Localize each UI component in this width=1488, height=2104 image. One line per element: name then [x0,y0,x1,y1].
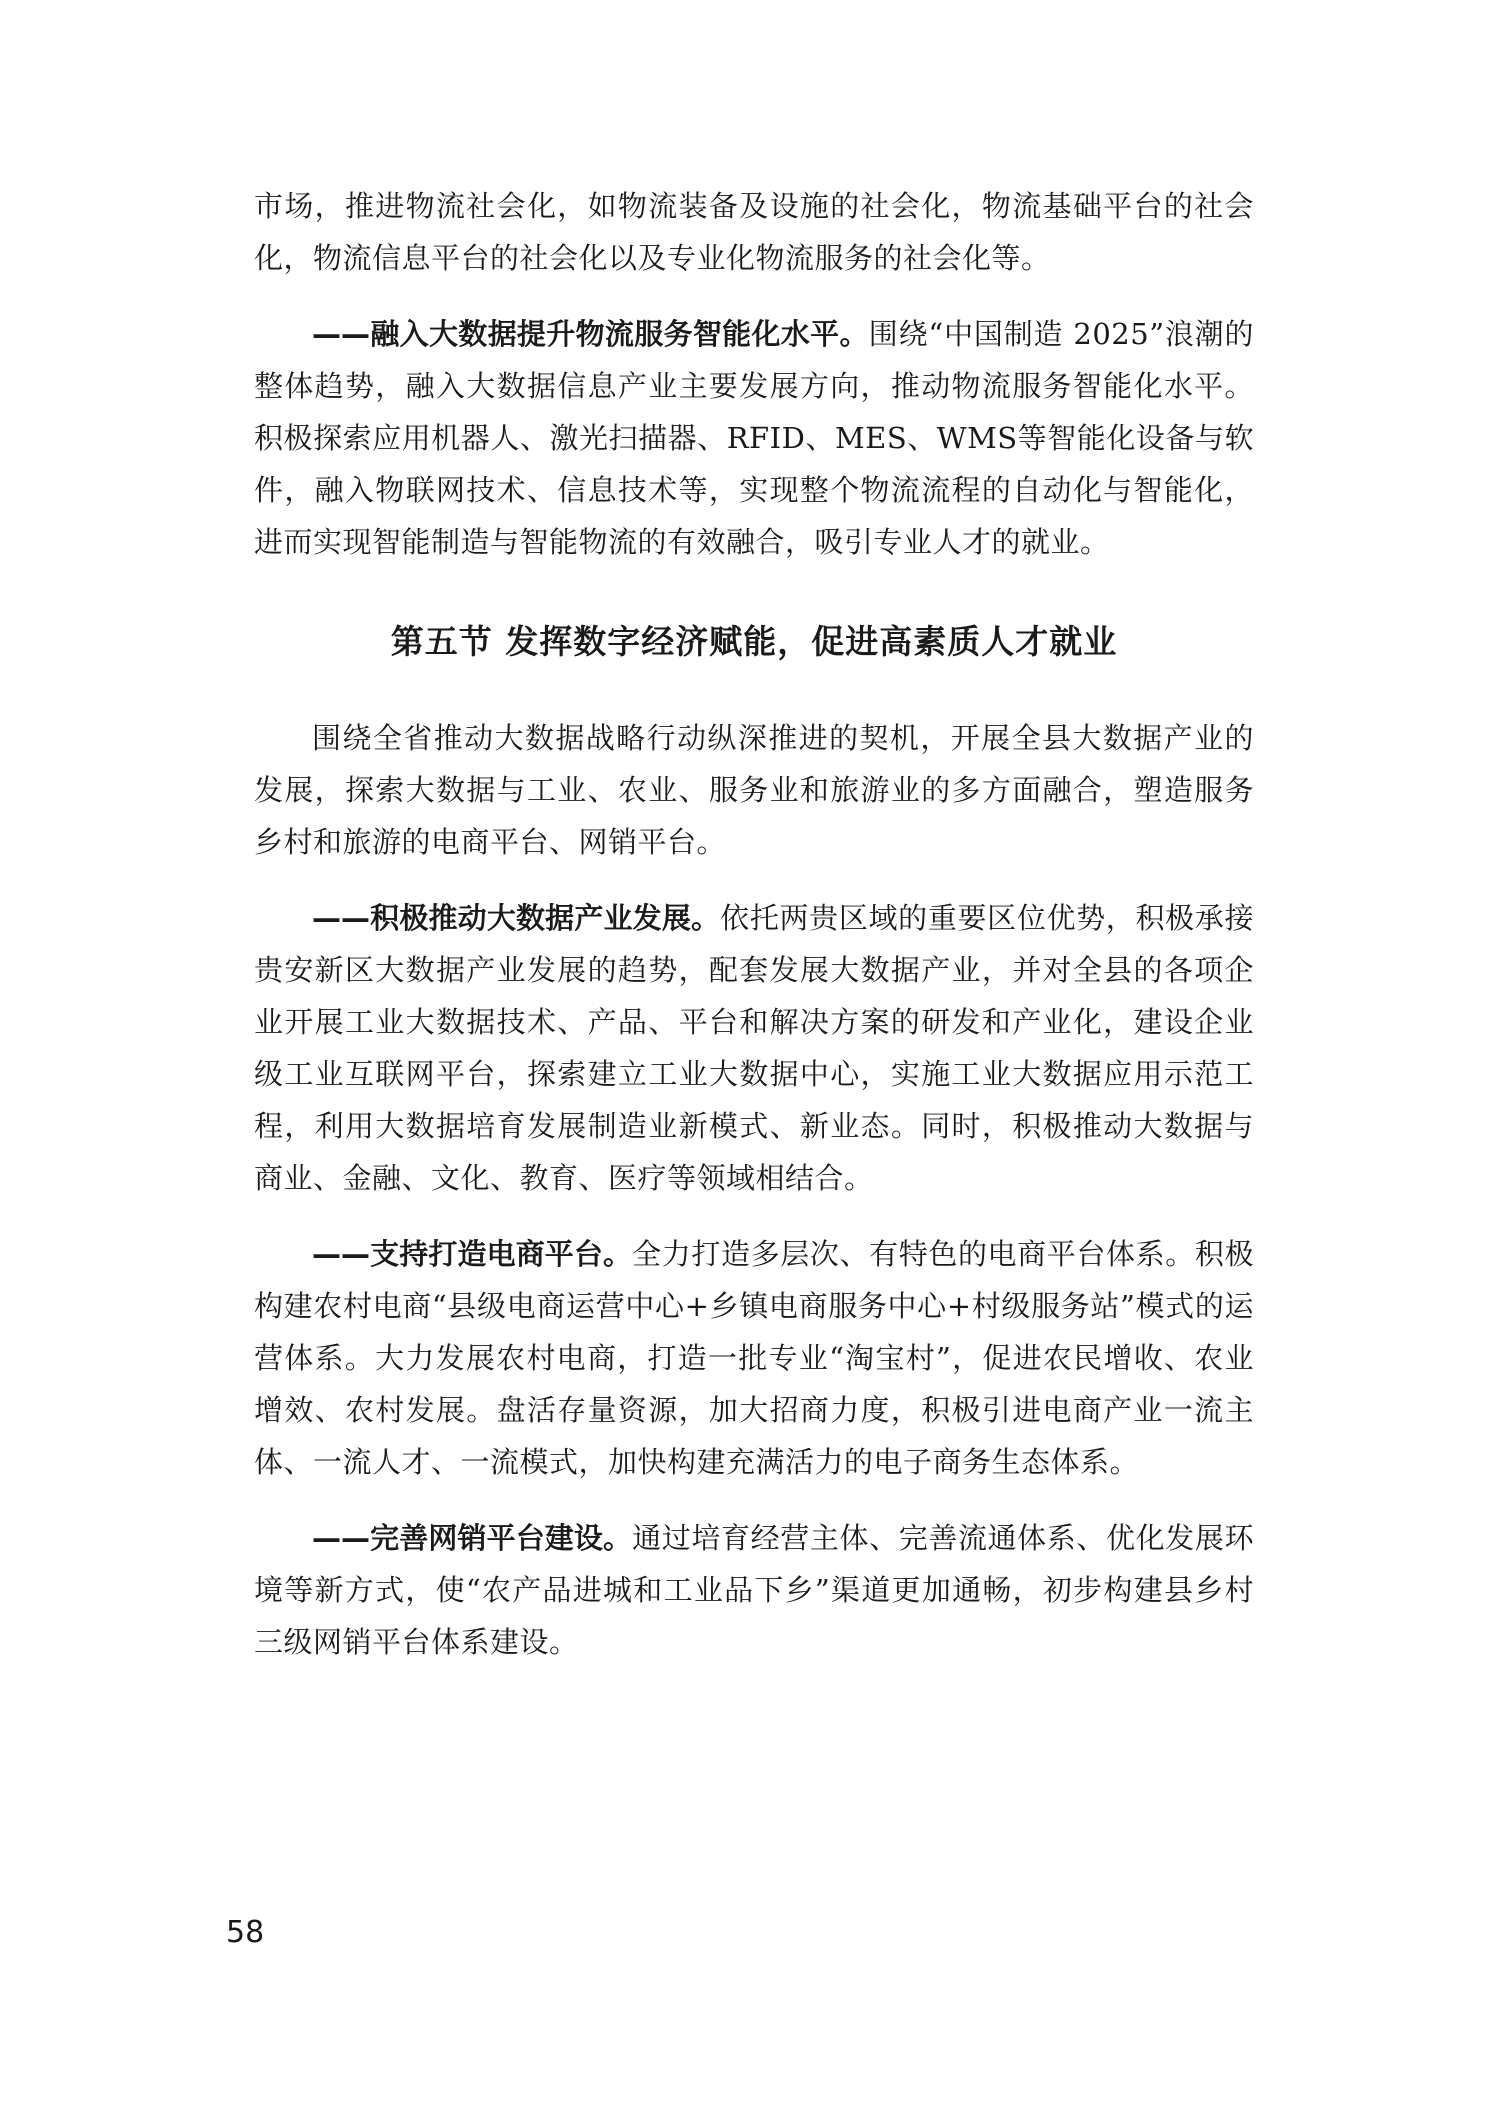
paragraph-ecommerce-platform [254,1228,1254,1488]
paragraph-text: 依托两贵区域的重要区位优势，积极承接贵安新区大数据产业发展的趋势，配套发展大数据产业，并对全县的各项企业开展工业大数据技术、产品、平台和解决方案的研发和产业化，建设企业级工业互联网平台，探索建立工业大数据中心，实施工业大数据应用示范工程，利用大数据培育发展制造业新模式、新业态。同时，积极推动大数据与商业、金融、文化、教育、医疗等领域相结合。 [254,901,1254,1195]
paragraph-lead: ——融入大数据提升物流服务智能化水平。 [312,317,869,351]
paragraph-text: 市场，推进物流社会化，如物流装备及设施的社会化，物流基础平台的社会化，物流信息平台的社会化以及专业化物流服务的社会化等。 [254,189,1254,275]
paragraph-lead: ——支持打造电商平台。 [312,1237,633,1271]
paragraph-text: 全力打造多层次、有特色的电商平台体系。积极构建农村电商“县级电商运营中心+乡镇电商服务中心+村级服务站”模式的运营体系。大力发展农村电商，打造一批专业“淘宝村”，促进农民增收、农业增效、农村发展。盘活存量资源，加大招商力度，积极引进电商产业一流主体、一流人才、一流模式，加快构建充满活力的电子商务生态体系。 [254,1237,1254,1479]
paragraph-text: 围绕“中国制造 2025”浪潮的整体趋势，融入大数据信息产业主要发展方向，推动物流服务智能化水平。积极探索应用机器人、激光扫描器、RFID、MES、WMS等智能化设备与软件，融入物联网技术、信息技术等，实现整个物流流程的自动化与智能化，进而实现智能制造与智能物流的有效融合，吸引专业人才的就业。 [254,317,1254,559]
paragraph-logistics-big-data [254,308,1254,568]
paragraph-text: 围绕全省推动大数据战略行动纵深推进的契机，开展全县大数据产业的发展，探索大数据与工业、农业、服务业和旅游业的多方面融合，塑造服务乡村和旅游的电商平台、网销平台。 [254,721,1254,859]
paragraph-lead: ——积极推动大数据产业发展。 [312,901,721,935]
paragraph-big-data-industry [254,892,1254,1204]
paragraph-text: 通过培育经营主体、完善流通体系、优化发展环境等新方式，使“农产品进城和工业品下乡”渠道更加通畅，初步构建县乡村三级网销平台体系建设。 [254,1521,1254,1659]
paragraph-continued [254,180,1254,284]
page-number: 58 [226,1915,265,1950]
section-heading: 第五节 发挥数字经济赋能，促进高素质人才就业 [390,622,1118,661]
paragraph-online-sales-platform [254,1512,1254,1668]
document-page [254,180,1254,1692]
paragraph-section-intro [254,712,1254,868]
paragraph-lead: ——完善网销平台建设。 [312,1521,633,1555]
